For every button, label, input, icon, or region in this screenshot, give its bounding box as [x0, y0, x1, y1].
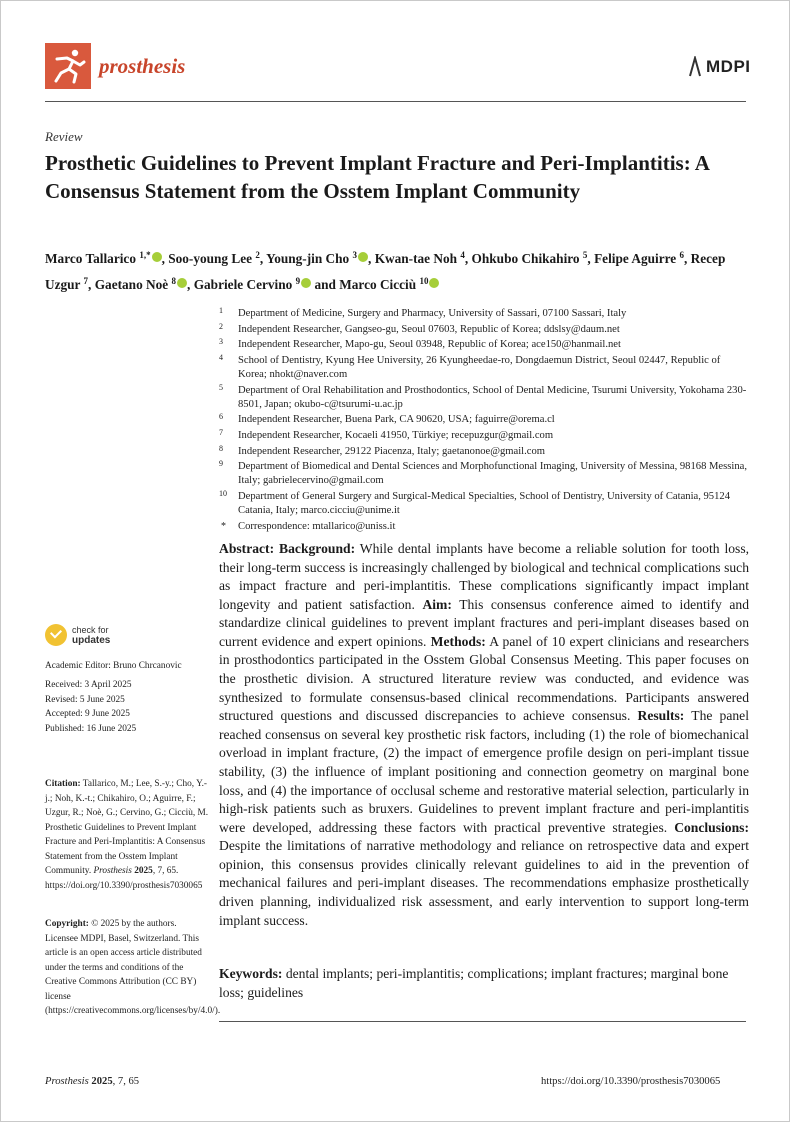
article-title: Prosthetic Guidelines to Prevent Implant Fracture and Peri-Implantitis: A Consensus Statement from the Osstem Implant Community	[45, 151, 709, 203]
affiliation-number: 1	[219, 306, 223, 315]
affiliation-item	[219, 338, 749, 352]
journal-logo[interactable]	[45, 43, 91, 89]
abstract	[219, 540, 749, 930]
conclusions-label: Conclusions:	[674, 819, 749, 835]
affiliation-number: 2	[219, 321, 223, 331]
affiliation-item	[219, 307, 749, 321]
author-name[interactable]: Marco Cicciù	[339, 277, 417, 292]
aim-text: This consensus conference aimed to identify and standardize clinical guidelines to prevent implant fractures and peri-implant diseases based on current evidence and expert opinions.	[219, 596, 749, 649]
affiliation-number: 4	[219, 352, 223, 362]
citation-volume: , 7, 65.	[152, 866, 179, 876]
affiliation-text: Department of General Surgery and Surgical-Medical Specialties, School of Dentistry, University of Catania, 95124 Catania, Italy; marco.cicciu@unime.it	[238, 490, 730, 517]
publisher-name: MDPI	[706, 57, 751, 76]
author-name[interactable]: Gabriele Cervino	[193, 277, 293, 292]
orcid-icon[interactable]	[177, 278, 187, 288]
author-separator: ,	[368, 251, 375, 266]
affiliation-item	[219, 354, 749, 382]
conclusions-text: Despite the limitations of narrative methodology and reliance on retrospective data and expert opinion, this consensus provides clinically relevant guidelines to aid in the prevention of mechanical failures and peri-implant diseases. The recommendations emphasize prosthetically driven planning, individualized risk assessment, and early intervention to support long-term implant success.	[219, 838, 749, 928]
citation-label: Citation:	[45, 779, 81, 789]
orcid-icon[interactable]	[152, 252, 162, 262]
keywords-text: dental implants; peri-implantitis; complications; implant fractures; marginal bone loss; guidelines	[219, 966, 729, 1000]
author-affiliation-marker: 8	[171, 276, 177, 286]
affiliation-text: Independent Researcher, Kocaeli 41950, Türkiye; recepuzgur@gmail.com	[238, 429, 554, 441]
affiliation-item	[219, 323, 749, 337]
abstract-label: Abstract:	[219, 541, 275, 556]
check-for-updates-badge[interactable]	[45, 624, 110, 646]
affiliation-text: Department of Medicine, Surgery and Pharmacy, University of Sassari, 07100 Sassari, Italy	[238, 308, 627, 319]
academic-editor: Academic Editor: Bruno Chrcanovic	[45, 661, 182, 671]
copyright-text: © 2025 by the authors. Licensee MDPI, Basel, Switzerland. This article is an open access article distributed under the terms and conditions of the Creative Commons Attribution (CC BY) license (https://creativecommons.org/licenses/by/4.0/).	[45, 919, 221, 1016]
affiliation-text: School of Dentistry, Kyung Hee University, 26 Kyungheedae-ro, Dongdaemun District, Seoul 02447, Republic of Korea; nhokt@naver.com	[238, 354, 721, 380]
author-affiliation-marker: 3	[352, 250, 358, 260]
affiliation-number: 5	[219, 382, 223, 392]
footer-volume: , 7, 65	[112, 1076, 140, 1087]
check-updates-icon	[45, 624, 67, 646]
author-name[interactable]: Kwan-tae Noh	[374, 251, 458, 266]
affiliation-number: *	[221, 520, 226, 532]
affiliation-number: 3	[219, 337, 223, 347]
article-type: Review	[45, 129, 83, 144]
author-separator: ,	[684, 251, 691, 266]
keywords-label: Keywords:	[219, 966, 283, 981]
affiliation-text: Independent Researcher, 29122 Piacenza, Italy; gaetanonoe@gmail.com	[238, 445, 546, 457]
publisher-logo[interactable]	[688, 56, 751, 78]
footer-citation	[45, 1076, 139, 1087]
affiliation-item	[219, 429, 749, 443]
author-affiliation-marker: 4	[460, 250, 465, 260]
affiliation-text: Independent Researcher, Gangseo-gu, Seoul 07603, Republic of Korea; ddslsy@daum.net	[238, 323, 620, 335]
author-affiliation-marker: 6	[679, 250, 684, 260]
methods-label: Methods:	[430, 633, 486, 649]
keywords	[219, 964, 749, 1002]
check-updates-text	[72, 625, 110, 646]
footer-journal: Prosthesis	[45, 1076, 89, 1087]
affiliation-item	[219, 490, 749, 518]
affiliation-text: Independent Researcher, Buena Park, CA 90620, USA; faguirre@orema.cl	[238, 414, 555, 426]
footer-year: 2025	[91, 1076, 113, 1087]
author-name[interactable]: Young-jin Cho	[266, 251, 350, 266]
author-name[interactable]: Soo-young Lee	[168, 251, 253, 266]
affiliation-text: Correspondence: mtallarico@uniss.it	[238, 520, 396, 532]
affiliation-number: 7	[219, 427, 223, 437]
affiliation-item	[219, 460, 749, 488]
author-name[interactable]: Marco Tallarico	[45, 251, 136, 266]
affiliation-number: 10	[219, 488, 227, 498]
journal-name[interactable]: prosthesis	[99, 54, 186, 78]
author-affiliation-marker: 7	[83, 276, 89, 286]
accepted-date: Accepted: 9 June 2025	[45, 709, 130, 719]
check-updates-line2: updates	[72, 634, 111, 646]
citation-doi-link[interactable]: https://doi.org/10.3390/prosthesis7030065	[45, 880, 203, 891]
running-figure-icon	[45, 43, 91, 89]
background-label: Background:	[279, 541, 356, 556]
author-affiliation-marker: 10	[419, 276, 429, 286]
copyright-label: Copyright:	[45, 919, 89, 929]
affiliation-text: Department of Biomedical and Dental Sciences and Morphofunctional Imaging, University of Messina, 98168 Messina, Italy; gabrielecervino@gmail.com	[238, 461, 747, 487]
received-date: Received: 3 April 2025	[45, 680, 132, 690]
correspondence	[219, 520, 749, 534]
author-affiliation-marker: 9	[295, 276, 301, 286]
affiliation-number: 8	[219, 443, 223, 453]
header-divider	[45, 101, 746, 102]
results-text: The panel reached consensus on several key prosthetic risk factors, including (1) the role of biomechanical overload in implant fracture, (2) the impact of emergence profile design on peri-implant tissue stability, (3) the influence of implant positioning and connection geometry on marginal bone loss, and (4) the importance of occlusal scheme and restorative material selection, particularly in high-risk patients such as bruxers. Guidelines to prevent implant fracture and peri-implantitis were developed, addressing these factors with practical preventive strategies.	[219, 708, 749, 835]
affiliation-item	[219, 413, 749, 427]
author-affiliation-marker: 5	[582, 250, 588, 260]
author-affiliation-marker: 1,*	[139, 250, 151, 260]
affiliation-text: Department of Oral Rehabilitation and Prosthodontics, School of Dental Medicine, Tsurumi University, Yokohama 230-8501, Japan; okubo-c@tsurumi-u.ac.jp	[238, 384, 747, 410]
author-separator: and	[311, 277, 340, 292]
copyright-block	[45, 917, 221, 1019]
background-text: While dental implants have become a reliable solution for tooth loss, their long-term success is increasingly challenged by biological and technical complications such as impact fracture and peri-implantitis. These complications significantly impact implant longevity and patient satisfaction.	[219, 541, 750, 612]
citation-journal: Prosthesis	[93, 866, 132, 876]
citation-year: 2025	[134, 866, 153, 876]
author-separator: ,	[464, 251, 472, 266]
author-affiliation-marker: 2	[255, 250, 260, 260]
author-separator: ,	[88, 277, 95, 292]
aim-label: Aim:	[422, 596, 452, 612]
mdpi-mark-icon	[688, 56, 702, 78]
author-separator: ,	[259, 251, 267, 266]
author-separator: ,	[187, 277, 194, 292]
publication-dates	[45, 678, 210, 736]
orcid-icon[interactable]	[301, 278, 311, 288]
orcid-icon[interactable]	[358, 252, 368, 262]
keywords-divider	[219, 1021, 746, 1022]
author-name[interactable]: Ohkubo Chikahiro	[471, 251, 580, 266]
affiliation-item	[219, 445, 749, 459]
author-list	[45, 244, 755, 296]
footer-doi-link[interactable]: https://doi.org/10.3390/prosthesis7030065	[541, 1076, 721, 1087]
affiliation-list	[219, 307, 749, 535]
affiliation-text: Independent Researcher, Mapo-gu, Seoul 03948, Republic of Korea; ace150@hanmail.net	[238, 339, 621, 351]
author-name[interactable]: Felipe Aguirre	[594, 251, 677, 266]
orcid-icon[interactable]	[429, 278, 439, 288]
check-updates-line1: check for	[72, 624, 109, 635]
author-separator: ,	[161, 251, 169, 266]
revised-date: Revised: 5 June 2025	[45, 694, 125, 705]
author-separator: ,	[587, 251, 595, 266]
citation-block	[45, 777, 210, 893]
methods-text: A panel of 10 expert clinicians and researchers in prosthodontics participated in the Osstem Global Consensus Meeting. This paper focuses on the prosthetic division. A structured literature review was conducted, and evidence was synthesized to formulate consensus-based clinical recommendations. Participants answered structured questions and discussed discrepancies to achieve consensus.	[219, 633, 749, 724]
results-label: Results:	[637, 708, 685, 724]
author-name[interactable]: Gaetano Noè	[94, 277, 169, 292]
citation-text: Tallarico, M.; Lee, S.-y.; Cho, Y.-j.; Noh, K.-t.; Chikahiro, O.; Aguirre, F.; Uzgur, R.; Noè, G.; Cervino, G.; Cicciù, M. Prosthetic Guidelines to Prevent Implant Fracture and Peri-Implantitis: A Consensus Statement from the Osstem Implant Community.	[45, 779, 209, 876]
affiliation-number: 9	[219, 459, 223, 469]
affiliation-item	[219, 384, 749, 412]
affiliation-number: 6	[219, 412, 223, 422]
author-name[interactable]: Recep Uzgur	[45, 251, 726, 292]
published-date: Published: 16 June 2025	[45, 723, 137, 734]
